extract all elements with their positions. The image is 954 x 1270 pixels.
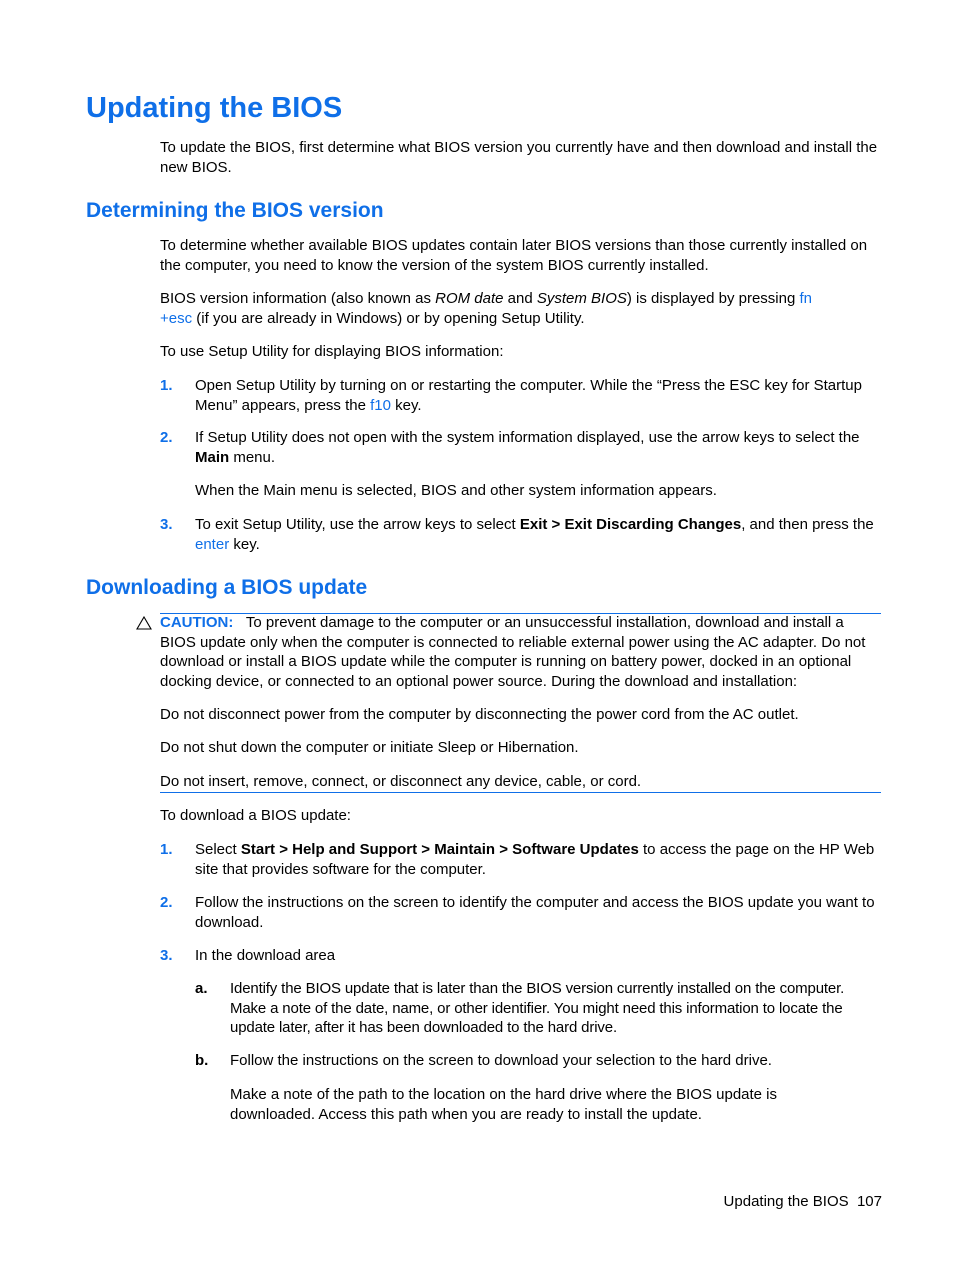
page-title: Updating the BIOS	[86, 92, 343, 124]
key-fn: fn	[799, 290, 812, 307]
substep-letter: a.	[195, 980, 208, 997]
section1-paragraph-2: BIOS version information (also known as ROM date and System BIOS) is displayed by pressing fn +esc (if you are already in Windows) or by opening Setup Utility.	[160, 290, 812, 327]
caution-item: Do not disconnect power from the computer by disconnecting the power cord from the AC outlet.	[160, 706, 799, 723]
caution-item: Do not shut down the computer or initiate Sleep or Hibernation.	[160, 739, 579, 756]
substep-text: Follow the instructions on the screen to download your selection to the hard drive.	[230, 1052, 772, 1069]
substep-letter: b.	[195, 1052, 209, 1069]
key-enter: enter	[195, 535, 230, 553]
step-text: Open Setup Utility by turning on or restarting the computer. While the “Press the ESC key for Startup Menu” appears, press the f10 key.	[195, 377, 862, 414]
intro-paragraph: To update the BIOS, first determine what BIOS version you currently have and then download and install the new BIOS.	[160, 139, 878, 176]
section-heading-downloading: Downloading a BIOS update	[86, 576, 368, 599]
key-esc: +esc	[160, 309, 193, 327]
caution-bottom-rule	[160, 792, 881, 793]
caution-label: CAUTION:	[160, 614, 234, 631]
step-number: 3.	[160, 947, 173, 964]
step-number: 1.	[160, 377, 173, 394]
system-bios-term: System BIOS	[536, 290, 627, 307]
caution-text: CAUTION: To prevent damage to the computer or an unsuccessful installation, download and install a BIOS update only when the computer is connected to reliable external power using the AC adapter. Do not download or install a BIOS update while the computer is running on battery power, docked in an optional docking device, or connected to an optional power source. During the download and installation:	[160, 614, 866, 690]
section-heading-determining: Determining the BIOS version	[86, 199, 384, 222]
step-text: Follow the instructions on the screen to identify the computer and access the BIOS update you want to download.	[195, 894, 875, 931]
page-number: 107	[856, 1193, 882, 1210]
step-text: To exit Setup Utility, use the arrow keys to select Exit > Exit Discarding Changes, and then press the enter key.	[195, 516, 874, 553]
step-number: 1.	[160, 841, 173, 858]
rom-date-term: ROM date	[435, 290, 504, 307]
caution-icon	[136, 616, 152, 630]
page-footer	[724, 1192, 882, 1212]
section1-paragraph-3: To use Setup Utility for displaying BIOS information:	[160, 343, 504, 360]
footer-section-title: Updating the BIOS	[723, 1193, 849, 1210]
step-number: 3.	[160, 516, 173, 533]
step-number: 2.	[160, 894, 173, 911]
caution-item: Do not insert, remove, connect, or disconnect any device, cable, or cord.	[160, 773, 642, 790]
key-f10: f10	[370, 396, 391, 414]
step-text: In the download area	[195, 947, 336, 964]
section1-paragraph-1: To determine whether available BIOS updates contain later BIOS versions than those currently installed on the computer, you need to know the version of the system BIOS currently installed.	[160, 237, 868, 274]
step-number: 2.	[160, 429, 173, 446]
download-lead: To download a BIOS update:	[160, 807, 351, 824]
step-text: If Setup Utility does not open with the system information displayed, use the arrow keys to select the Main menu.	[195, 429, 860, 466]
step-text: Select Start > Help and Support > Maintain > Software Updates to access the page on the HP Web site that provides software for the computer.	[195, 841, 875, 878]
step-note: When the Main menu is selected, BIOS and other system information appears.	[195, 482, 717, 499]
substep-note: Make a note of the path to the location on the hard drive where the BIOS update is downloaded. Access this path when you are ready to install the update.	[230, 1086, 778, 1123]
substep-text: Identify the BIOS update that is later than the BIOS version currently installed on the computer. Make a note of the date, name, or other identifier. You might need this information to locate the update later, after it has been downloaded to the hard drive.	[230, 980, 845, 1036]
